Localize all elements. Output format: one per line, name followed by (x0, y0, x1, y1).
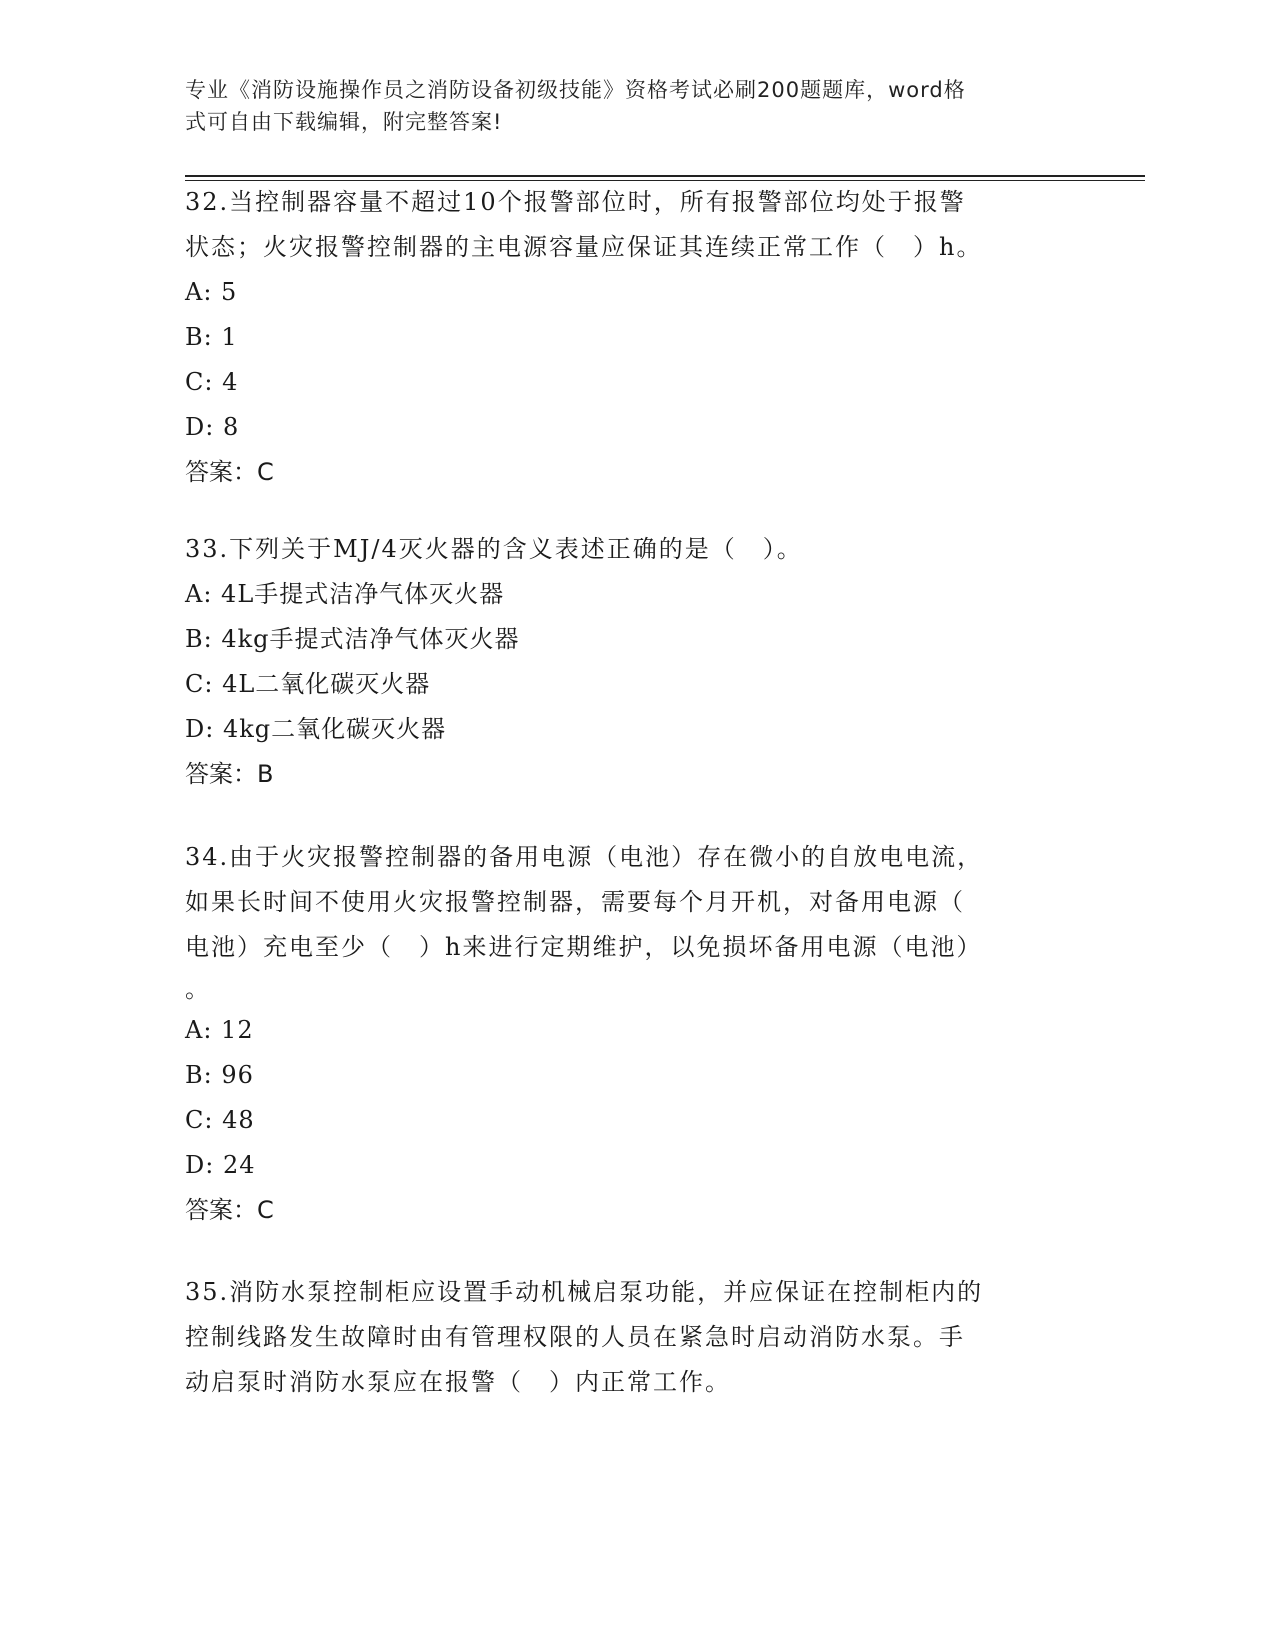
question-stem-line: 如果长时间不使用火灾报警控制器，需要每个月开机，对备用电源（ (185, 888, 965, 916)
document-header (185, 74, 1065, 138)
question-34 (185, 835, 1065, 1233)
answer-label: 答案：B (185, 760, 274, 788)
question-32 (185, 180, 1065, 495)
option-d: D: 8 (185, 413, 240, 441)
answer-label: 答案：C (185, 458, 274, 486)
header-line-1: 专业《消防设施操作员之消防设备初级技能》资格考试必刷200题题库，word格 (185, 78, 966, 102)
header-divider-thick (185, 175, 1145, 177)
question-35 (185, 1270, 1065, 1405)
option-c: C: 4L二氧化碳灭火器 (185, 670, 431, 698)
answer-label: 答案：C (185, 1196, 274, 1224)
option-c: C: 48 (185, 1106, 255, 1134)
option-c: C: 4 (185, 368, 239, 396)
option-a: A: 5 (185, 278, 238, 306)
question-stem-line: 32.当控制器容量不超过10个报警部位时，所有报警部位均处于报警 (185, 188, 966, 216)
question-stem-line: 控制线路发生故障时由有管理权限的人员在紧急时启动消防水泵。手 (185, 1323, 965, 1351)
question-stem-line: 电池）充电至少（ ）h来进行定期维护，以免损坏备用电源（电池） (185, 933, 983, 961)
question-stem-line: 状态；火灾报警控制器的主电源容量应保证其连续正常工作（ ）h。 (185, 233, 983, 261)
option-b: B: 1 (185, 323, 238, 351)
question-stem-line: 。 (185, 975, 211, 1003)
question-stem-line: 33.下列关于MJ/4灭火器的含义表述正确的是（ ）。 (185, 535, 803, 563)
question-33 (185, 527, 1065, 797)
header-line-2: 式可自由下载编辑，附完整答案! (185, 110, 503, 134)
question-stem-line: 35.消防水泵控制柜应设置手动机械启泵功能，并应保证在控制柜内的 (185, 1278, 984, 1306)
option-d: D: 4kg二氧化碳灭火器 (185, 715, 447, 743)
option-d: D: 24 (185, 1151, 256, 1179)
question-stem-line: 34.由于火灾报警控制器的备用电源（电池）存在微小的自放电电流， (185, 843, 984, 871)
option-b: B: 96 (185, 1061, 254, 1089)
question-stem-line: 动启泵时消防水泵应在报警（ ）内正常工作。 (185, 1368, 731, 1396)
option-a: A: 12 (185, 1016, 254, 1044)
option-a: A: 4L手提式洁净气体灭火器 (185, 580, 505, 608)
option-b: B: 4kg手提式洁净气体灭火器 (185, 625, 520, 653)
